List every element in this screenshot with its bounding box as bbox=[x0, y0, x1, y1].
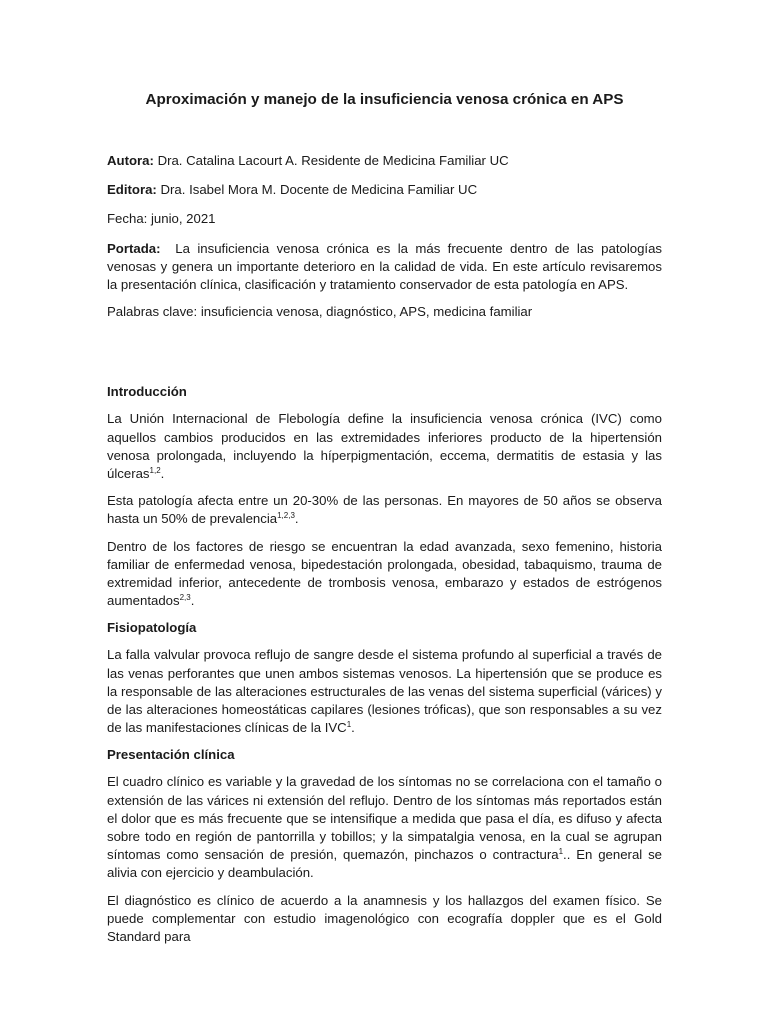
editor-value: Dra. Isabel Mora M. Docente de Medicina Familiar UC bbox=[160, 182, 478, 198]
physio-paragraph-1: La falla valvular provoca reflujo de sangre desde el sistema profundo al superficial a través de las venas perforantes que unen ambos sistemas venosos. La hipertensión que se produce es la responsable de las alteraciones estructurales de las venas del sistema superficial (várices) y de las alteraciones homeostáticas capilares (lesiones tróficas), que son responsables a su vez de las manifestaciones clínicas de la IVC$^1$. bbox=[107, 647, 662, 736]
intro-paragraph-1: La Unión Internacional de Flebología define la insuficiencia venosa crónica (IVC) como aquellos cambios producidos en las extremidades inferiores producto de la hipertensión venosa prolongada, incluyendo la híperpigmentación, eccema, dermatitis de estasia y las úlceras$^{1,2}$. bbox=[107, 411, 662, 482]
heading-presentacion-clinica: Presentación clínica bbox=[107, 747, 235, 763]
date-line: Fecha: junio, 2021 bbox=[107, 211, 216, 227]
keywords-line: Palabras clave: insuficiencia venosa, diagnóstico, APS, medicina familiar bbox=[107, 304, 533, 320]
editor-label: Editora: bbox=[107, 182, 157, 198]
citation: 1 bbox=[558, 847, 564, 857]
intro-paragraph-2: Esta patología afecta entre un 20-30% de las personas. En mayores de 50 años se observa hasta un 50% de prevalencia$^{1,2,3}$. bbox=[107, 493, 662, 527]
document-body bbox=[107, 90, 662, 955]
citation: 1,2 bbox=[149, 466, 161, 476]
citation: 2,3 bbox=[179, 593, 191, 603]
document-title: Aproximación y manejo de la insuficiencia venosa crónica en APS bbox=[145, 91, 624, 108]
cover-paragraph bbox=[107, 240, 662, 295]
cover-text: La insuficiencia venosa crónica es la más frecuente dentro de las patologías venosas y genera un importante deterioro en la calidad de vida. En este artículo revisaremos la presentación clínica, clasificación y tratamiento conservador de esta patología en APS. bbox=[107, 240, 663, 293]
cover-label: Portada: bbox=[107, 240, 161, 256]
author-value: Dra. Catalina Lacourt A. Residente de Medicina Familiar UC bbox=[157, 153, 509, 168]
editor-line bbox=[107, 181, 662, 199]
clinical-paragraph-1: El cuadro clínico es variable y la gravedad de los síntomas no se correlaciona con el tamaño o extensión de las várices ni extensión del reflujo. Dentro de los síntomas más reportados están el dolor que es más frecuente que se intensifique a medida que pasa el día, es difuso y afecta sobre todo en región de pantorrilla y tobillos; y la simpatalgia venosa, en la cual se agrupan síntomas como sensación de presión, quemazón, pinchazos o contractura$^1$.. En general se alivia con ejercicio y deambulación. bbox=[107, 774, 663, 881]
clinical-paragraph-2: El diagnóstico es clínico de acuerdo a la anamnesis y los hallazgos del examen físico. Se puede complementar con estudio imagenológico con ecografía doppler que es el Gold Standard para bbox=[107, 892, 662, 945]
section-spacer bbox=[107, 321, 662, 383]
heading-fisiopatologia: Fisiopatología bbox=[107, 620, 197, 636]
citation: 1 bbox=[346, 720, 352, 730]
heading-introduccion: Introducción bbox=[107, 384, 187, 400]
author-label: Autora: bbox=[107, 153, 154, 168]
citation: 1,2,3 bbox=[277, 511, 295, 521]
author-line bbox=[107, 152, 662, 170]
intro-paragraph-3: Dentro de los factores de riesgo se encuentran la edad avanzada, sexo femenino, historia familiar de enfermedad venosa, bipedestación prolongada, obesidad, tabaquismo, trauma de extremidad inferior, antecedente de trombosis venosa, embarazo y estados de estrógenos aumentados$^{2,3}$. bbox=[107, 538, 662, 609]
